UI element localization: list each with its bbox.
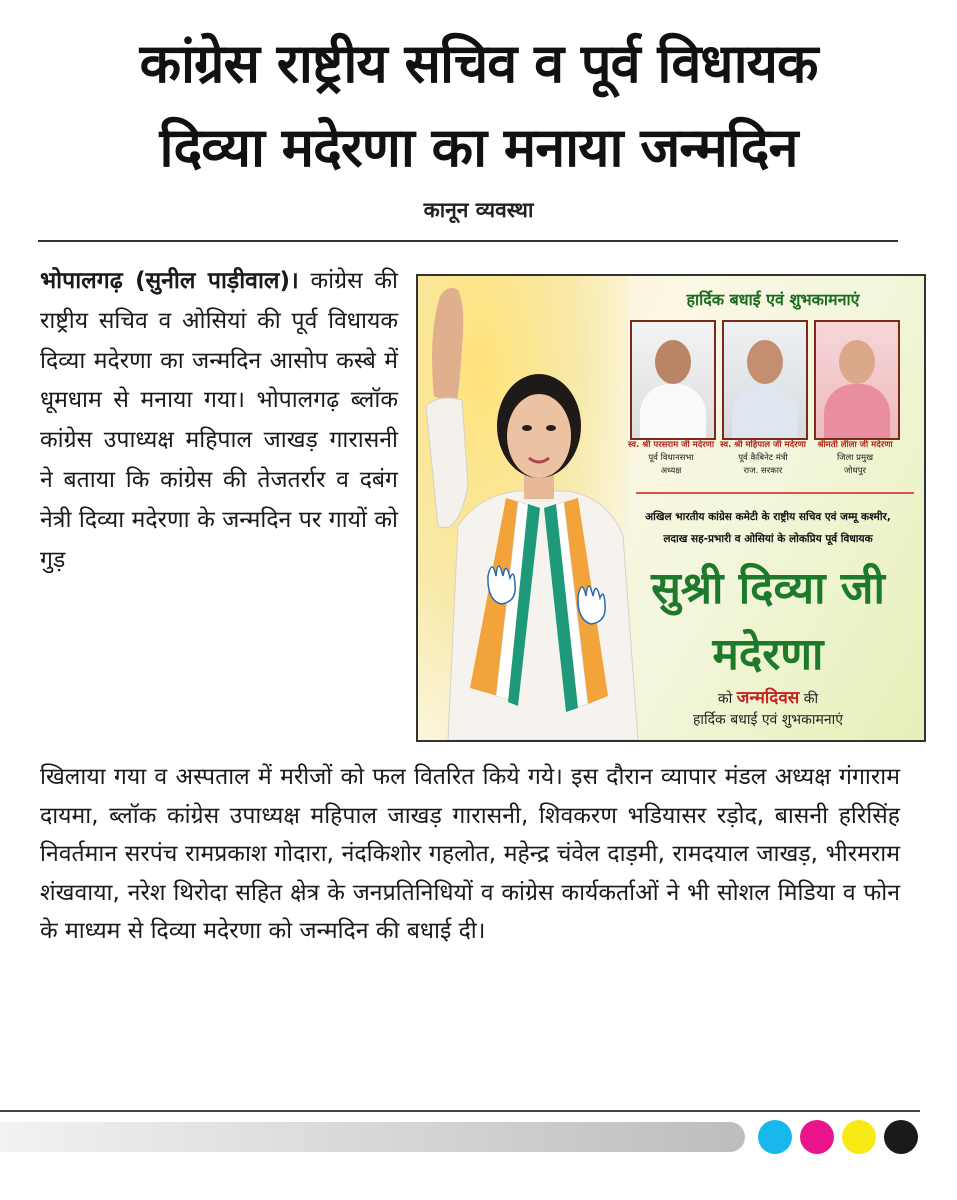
article-column-text <box>40 262 398 580</box>
portrait-3-caption: श्रीमती लीला जी मदेरणा जिला प्रमुख जोधपुर <box>817 440 893 476</box>
bottom-divider <box>0 1110 920 1112</box>
article-headline <box>20 22 937 190</box>
poster-wish: को जन्मदिवस की हार्दिक बधाई एवं शुभकामनाएं <box>692 688 844 728</box>
headline-line-1: कांग्रेस राष्ट्रीय सचिव व पूर्व विधायक <box>139 32 818 95</box>
black-registration-dot <box>884 1120 918 1154</box>
dateline: भोपालगढ़ (सुनील पाड़ीवाल)। <box>40 268 299 294</box>
headline-divider <box>38 240 898 242</box>
cyan-registration-dot <box>758 1120 792 1154</box>
portrait-1 <box>630 320 716 440</box>
portrait-3 <box>814 320 900 440</box>
print-gray-bar <box>0 1122 745 1152</box>
headline-line-2: दिव्या मदेरणा का मनाया जन्मदिन <box>159 116 798 179</box>
magenta-registration-dot <box>800 1120 834 1154</box>
poster-designation: अखिल भारतीय कांग्रेस कमेटी के राष्ट्रीय सचिव एवं जम्मू कश्मीर, लदाख सह-प्रभारी व ओसियां के लोकप्रिय पूर्व विधायक <box>645 511 891 545</box>
poster-name: सुश्री दिव्या जी मदेरणा <box>651 563 885 680</box>
yellow-registration-dot <box>842 1120 876 1154</box>
article-full-text: खिलाया गया व अस्पताल में मरीजों को फल वितरित किये गये। इस दौरान व्यापार मंडल अध्यक्ष गंगाराम दायमा, ब्लॉक कांग्रेस उपाध्यक्ष महिपाल जाखड़ गारासनी, शिवकरण भडियासर रड़ोद, बासनी हरिसिंह निवर्तमान सरपंच रामप्रकाश गोदारा, नंदकिशोर गहलोत, महेन्द्र चंवेल दाड़मी, रामदयाल जाखड़, भीरमराम शंखवाया, नरेश थिरोदा सहित क्षेत्र के जनप्रतिनिधियों व कांग्रेस कार्यकर्ताओं ने भी सोशल मिडिया व फोन के माध्यम से दिव्या मदेरणा को जन्मदिन की बधाई दी। <box>40 764 900 944</box>
poster-divider <box>636 492 914 494</box>
poster-greeting: हार्दिक बधाई एवं शुभकामनाएं <box>686 290 860 309</box>
column-body: कांग्रेस की राष्ट्रीय सचिव व ओसियां की पूर्व विधायक दिव्या मदेरणा का जन्मदिन आसोप कस्बे में धूमधाम से मनाया गया। भोपालगढ़ ब्लॉक कांग्रेस उपाध्यक्ष महिपाल जाखड़ गारासनी ने बताया कि कांग्रेस की तेजतर्रार व दबंग नेत्री दिव्या मदेरणा के जन्मदिन पर गायों को गुड़ <box>40 268 399 573</box>
birthday-poster <box>416 274 926 742</box>
portrait-1-caption: स्व. श्री परसराम जी मदेरणा पूर्व विधानसभा अध्यक्ष <box>627 440 715 476</box>
portrait-2 <box>722 320 808 440</box>
byline: कानून व्यवस्था <box>423 198 534 222</box>
cropped-top-strip <box>0 0 957 8</box>
portrait-2-caption: स्व. श्री महिपाल जी मदेरणा पूर्व कैबिनेट मंत्री राज. सरकार <box>720 440 806 476</box>
